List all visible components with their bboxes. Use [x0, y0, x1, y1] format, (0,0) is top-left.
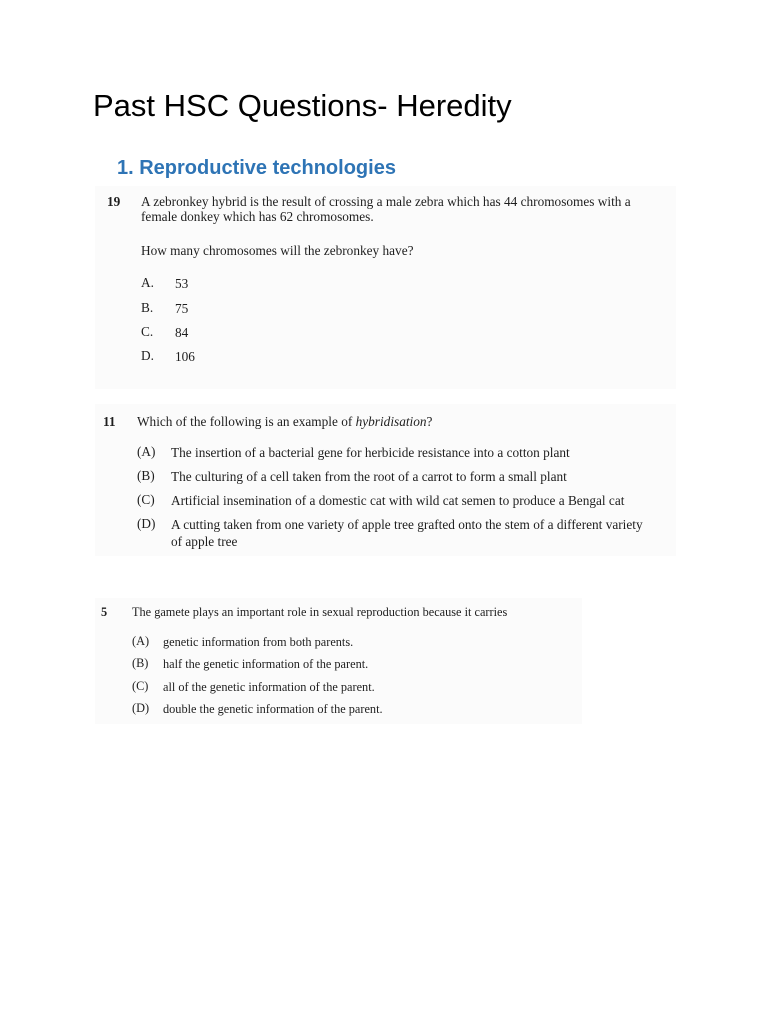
option-letter: (A) [132, 634, 150, 648]
option-letter: A. [141, 275, 154, 290]
option-text: The insertion of a bacterial gene for herbicide resistance into a cotton plant [171, 445, 570, 460]
option-letter: (C) [137, 492, 155, 507]
option-letter: B. [141, 300, 154, 315]
stem-text: Which of the following is an example of [137, 414, 356, 429]
question-stem: The gamete plays an important role in sexual reproduction because it carries [132, 605, 508, 619]
stem-text-end: ? [426, 414, 433, 429]
option-text: all of the genetic information of the parent. [163, 680, 375, 694]
option-letter: D. [141, 348, 154, 363]
question-number: 11 [103, 414, 116, 429]
question-prompt: How many chromosomes will the zebronkey have? [141, 243, 414, 258]
option-text: genetic information from both parents. [163, 635, 354, 649]
option-text: The culturing of a cell taken from the root of a carrot to form a small plant [171, 469, 567, 484]
option-letter: (B) [132, 656, 149, 670]
question-11 [95, 404, 676, 556]
document-title: Past HSC Questions- Heredity [93, 88, 512, 123]
option-text: Artificial insemination of a domestic cat with wild cat semen to produce a Bengal cat [171, 493, 625, 508]
question-number: 19 [107, 194, 121, 209]
option-text: 106 [175, 349, 195, 364]
option-letter: C. [141, 324, 154, 339]
option-letter: (A) [137, 444, 156, 459]
question-5 [95, 598, 582, 724]
option-text: double the genetic information of the parent. [163, 702, 383, 716]
option-text: half the genetic information of the parent. [163, 657, 369, 671]
option-letter: (C) [132, 679, 149, 693]
option-text: 53 [175, 276, 189, 291]
option-letter: (D) [137, 516, 156, 531]
question-19 [95, 186, 676, 389]
option-text: 84 [175, 325, 189, 340]
option-letter: (D) [132, 701, 150, 715]
option-text: A cutting taken from one variety of apple tree grafted onto the stem of a different variety of apple tree [171, 517, 643, 549]
stem-italic-term: hybridisation [355, 414, 427, 429]
question-stem [137, 414, 667, 429]
question-stem: A zebronkey hybrid is the result of crossing a male zebra which has 44 chromosomes with a female donkey which has 62 chromosomes. [141, 194, 631, 224]
section-heading: 1. Reproductive technologies [117, 157, 396, 179]
option-text: 75 [175, 301, 189, 316]
option-letter: (B) [137, 468, 155, 483]
question-number: 5 [101, 605, 108, 619]
